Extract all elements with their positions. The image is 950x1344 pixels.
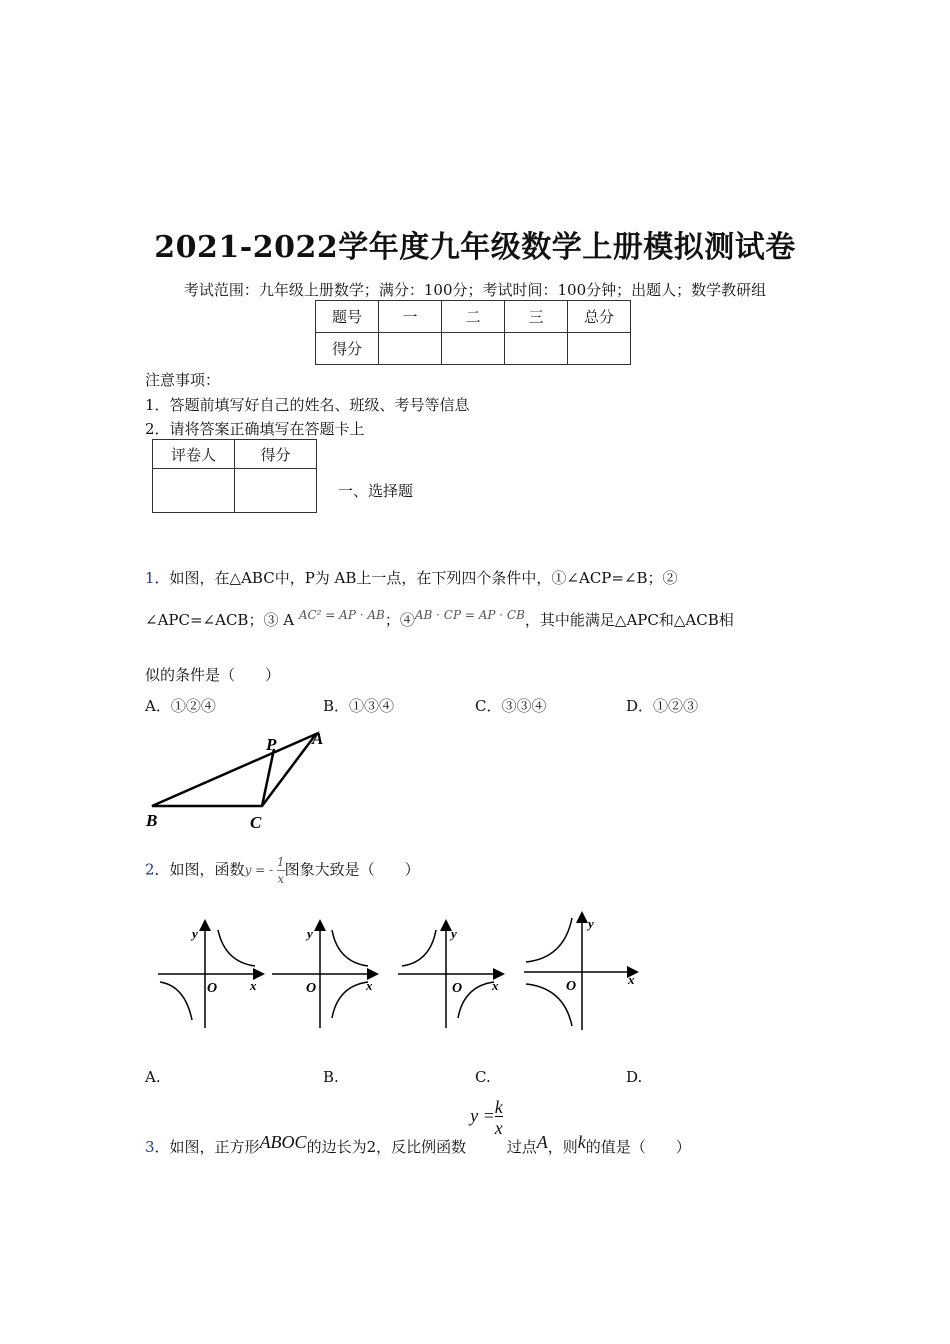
axis-y-label: y bbox=[451, 926, 457, 941]
question-3-line bbox=[145, 1097, 691, 1156]
page-title: 2021-2022学年度九年级数学上册模拟测试卷 bbox=[154, 230, 796, 265]
option-b[interactable]: B. bbox=[323, 1068, 339, 1086]
score-header-cell: 一 bbox=[379, 301, 442, 333]
formula-y-k-over-x bbox=[470, 1098, 503, 1137]
graph-d bbox=[524, 914, 636, 1030]
axis-y-label: y bbox=[307, 926, 313, 941]
question-text: ．如图，正方形 bbox=[154, 1137, 260, 1156]
formula-lhs: y = - bbox=[244, 863, 274, 877]
grader-table bbox=[152, 439, 317, 513]
axis-x-label: x bbox=[628, 972, 635, 987]
label-p: P bbox=[266, 735, 277, 754]
axis-x-label: x bbox=[492, 978, 499, 993]
shape-name: ABOC bbox=[259, 1131, 307, 1152]
triangle-figure bbox=[140, 722, 340, 834]
question-1-line-2 bbox=[145, 609, 734, 630]
label-b: B bbox=[146, 811, 158, 830]
axis-y-label: y bbox=[192, 926, 198, 941]
formula-y-neg-1-over-x bbox=[245, 856, 285, 885]
option-b[interactable]: B．①③④ bbox=[323, 697, 395, 715]
score-table bbox=[315, 300, 631, 365]
formula-numerator: k bbox=[494, 1097, 503, 1117]
question-2-line bbox=[145, 856, 420, 885]
grader-header-cell: 得分 bbox=[235, 440, 317, 469]
section-title: 一、选择题 bbox=[338, 482, 414, 500]
note-item: 1．答题前填写好自己的姓名、班级、考号等信息 bbox=[145, 396, 470, 414]
label-a: A bbox=[312, 729, 324, 748]
axis-x-label: x bbox=[366, 978, 373, 993]
formula-3: AC² = AP · AB bbox=[298, 608, 385, 622]
formula-4: AB · CP = AP · CB bbox=[414, 608, 525, 622]
score-header-cell: 三 bbox=[505, 301, 568, 333]
triangle-abc bbox=[152, 734, 316, 806]
score-cell[interactable] bbox=[568, 333, 631, 365]
question-text: 图象大致是（ ） bbox=[284, 860, 420, 879]
note-item: 2．请将答案正确填写在答题卡上 bbox=[145, 420, 365, 438]
score-cell[interactable] bbox=[442, 333, 505, 365]
question-1-line-1 bbox=[145, 567, 678, 588]
origin-label: O bbox=[207, 981, 218, 996]
origin-label: O bbox=[306, 981, 317, 996]
score-cell[interactable] bbox=[379, 333, 442, 365]
formula-denominator: x bbox=[494, 1118, 503, 1138]
option-d[interactable]: D. bbox=[626, 1068, 643, 1086]
score-header-cell: 总分 bbox=[568, 301, 631, 333]
question-1-line-3: 似的条件是（ ） bbox=[145, 666, 281, 684]
graph-options-figure bbox=[140, 910, 650, 1035]
option-c[interactable]: C．③③④ bbox=[475, 697, 547, 715]
question-text: ，则 bbox=[547, 1137, 578, 1156]
variable-k: k bbox=[577, 1131, 586, 1152]
question-text: ，其中能满足△APC和△ACB相 bbox=[524, 611, 734, 629]
question-text: 过点 bbox=[506, 1137, 537, 1156]
option-a[interactable]: A．①②④ bbox=[145, 697, 216, 715]
axis-x-label: x bbox=[250, 978, 257, 993]
formula-denominator: x bbox=[277, 872, 285, 886]
question-text: 的边长为2，反比例函数 bbox=[306, 1137, 467, 1156]
question-number: 1 bbox=[145, 569, 155, 587]
score-header-cell: 题号 bbox=[316, 301, 379, 333]
score-row-label: 得分 bbox=[316, 333, 379, 365]
formula-lhs: y = bbox=[470, 1105, 495, 1126]
question-text: ；④ bbox=[384, 611, 415, 629]
option-d[interactable]: D．①②③ bbox=[626, 697, 699, 715]
notes-heading: 注意事项： bbox=[145, 371, 221, 389]
graph-b bbox=[272, 922, 376, 1028]
score-header-cell: 二 bbox=[442, 301, 505, 333]
point-name: A bbox=[536, 1131, 548, 1152]
option-a[interactable]: A. bbox=[145, 1068, 161, 1086]
question-text: ∠APC=∠ACB；③ A bbox=[145, 611, 295, 629]
grader-cell[interactable] bbox=[153, 469, 235, 513]
formula-numerator: 1 bbox=[276, 855, 285, 869]
question-text: ．如图，在△ABC中，P为 AB上一点，在下列四个条件中，①∠ACP=∠B；② bbox=[154, 569, 678, 587]
question-number: 2 bbox=[145, 860, 155, 879]
question-number: 3 bbox=[145, 1137, 155, 1156]
option-c[interactable]: C. bbox=[475, 1068, 491, 1086]
origin-label: O bbox=[452, 981, 463, 996]
grader-cell[interactable] bbox=[235, 469, 317, 513]
grader-header-cell: 评卷人 bbox=[153, 440, 235, 469]
graph-c bbox=[398, 922, 502, 1028]
score-cell[interactable] bbox=[505, 333, 568, 365]
axis-y-label: y bbox=[588, 916, 594, 931]
question-text: 的值是（ ） bbox=[585, 1137, 691, 1156]
question-text: ．如图，函数 bbox=[154, 860, 245, 879]
graph-a bbox=[158, 922, 262, 1028]
origin-label: O bbox=[566, 979, 577, 994]
label-c: C bbox=[250, 813, 262, 832]
exam-info: 考试范围：九年级上册数学；满分：100分；考试时间：100分钟；出题人；数学教研组 bbox=[183, 281, 767, 299]
